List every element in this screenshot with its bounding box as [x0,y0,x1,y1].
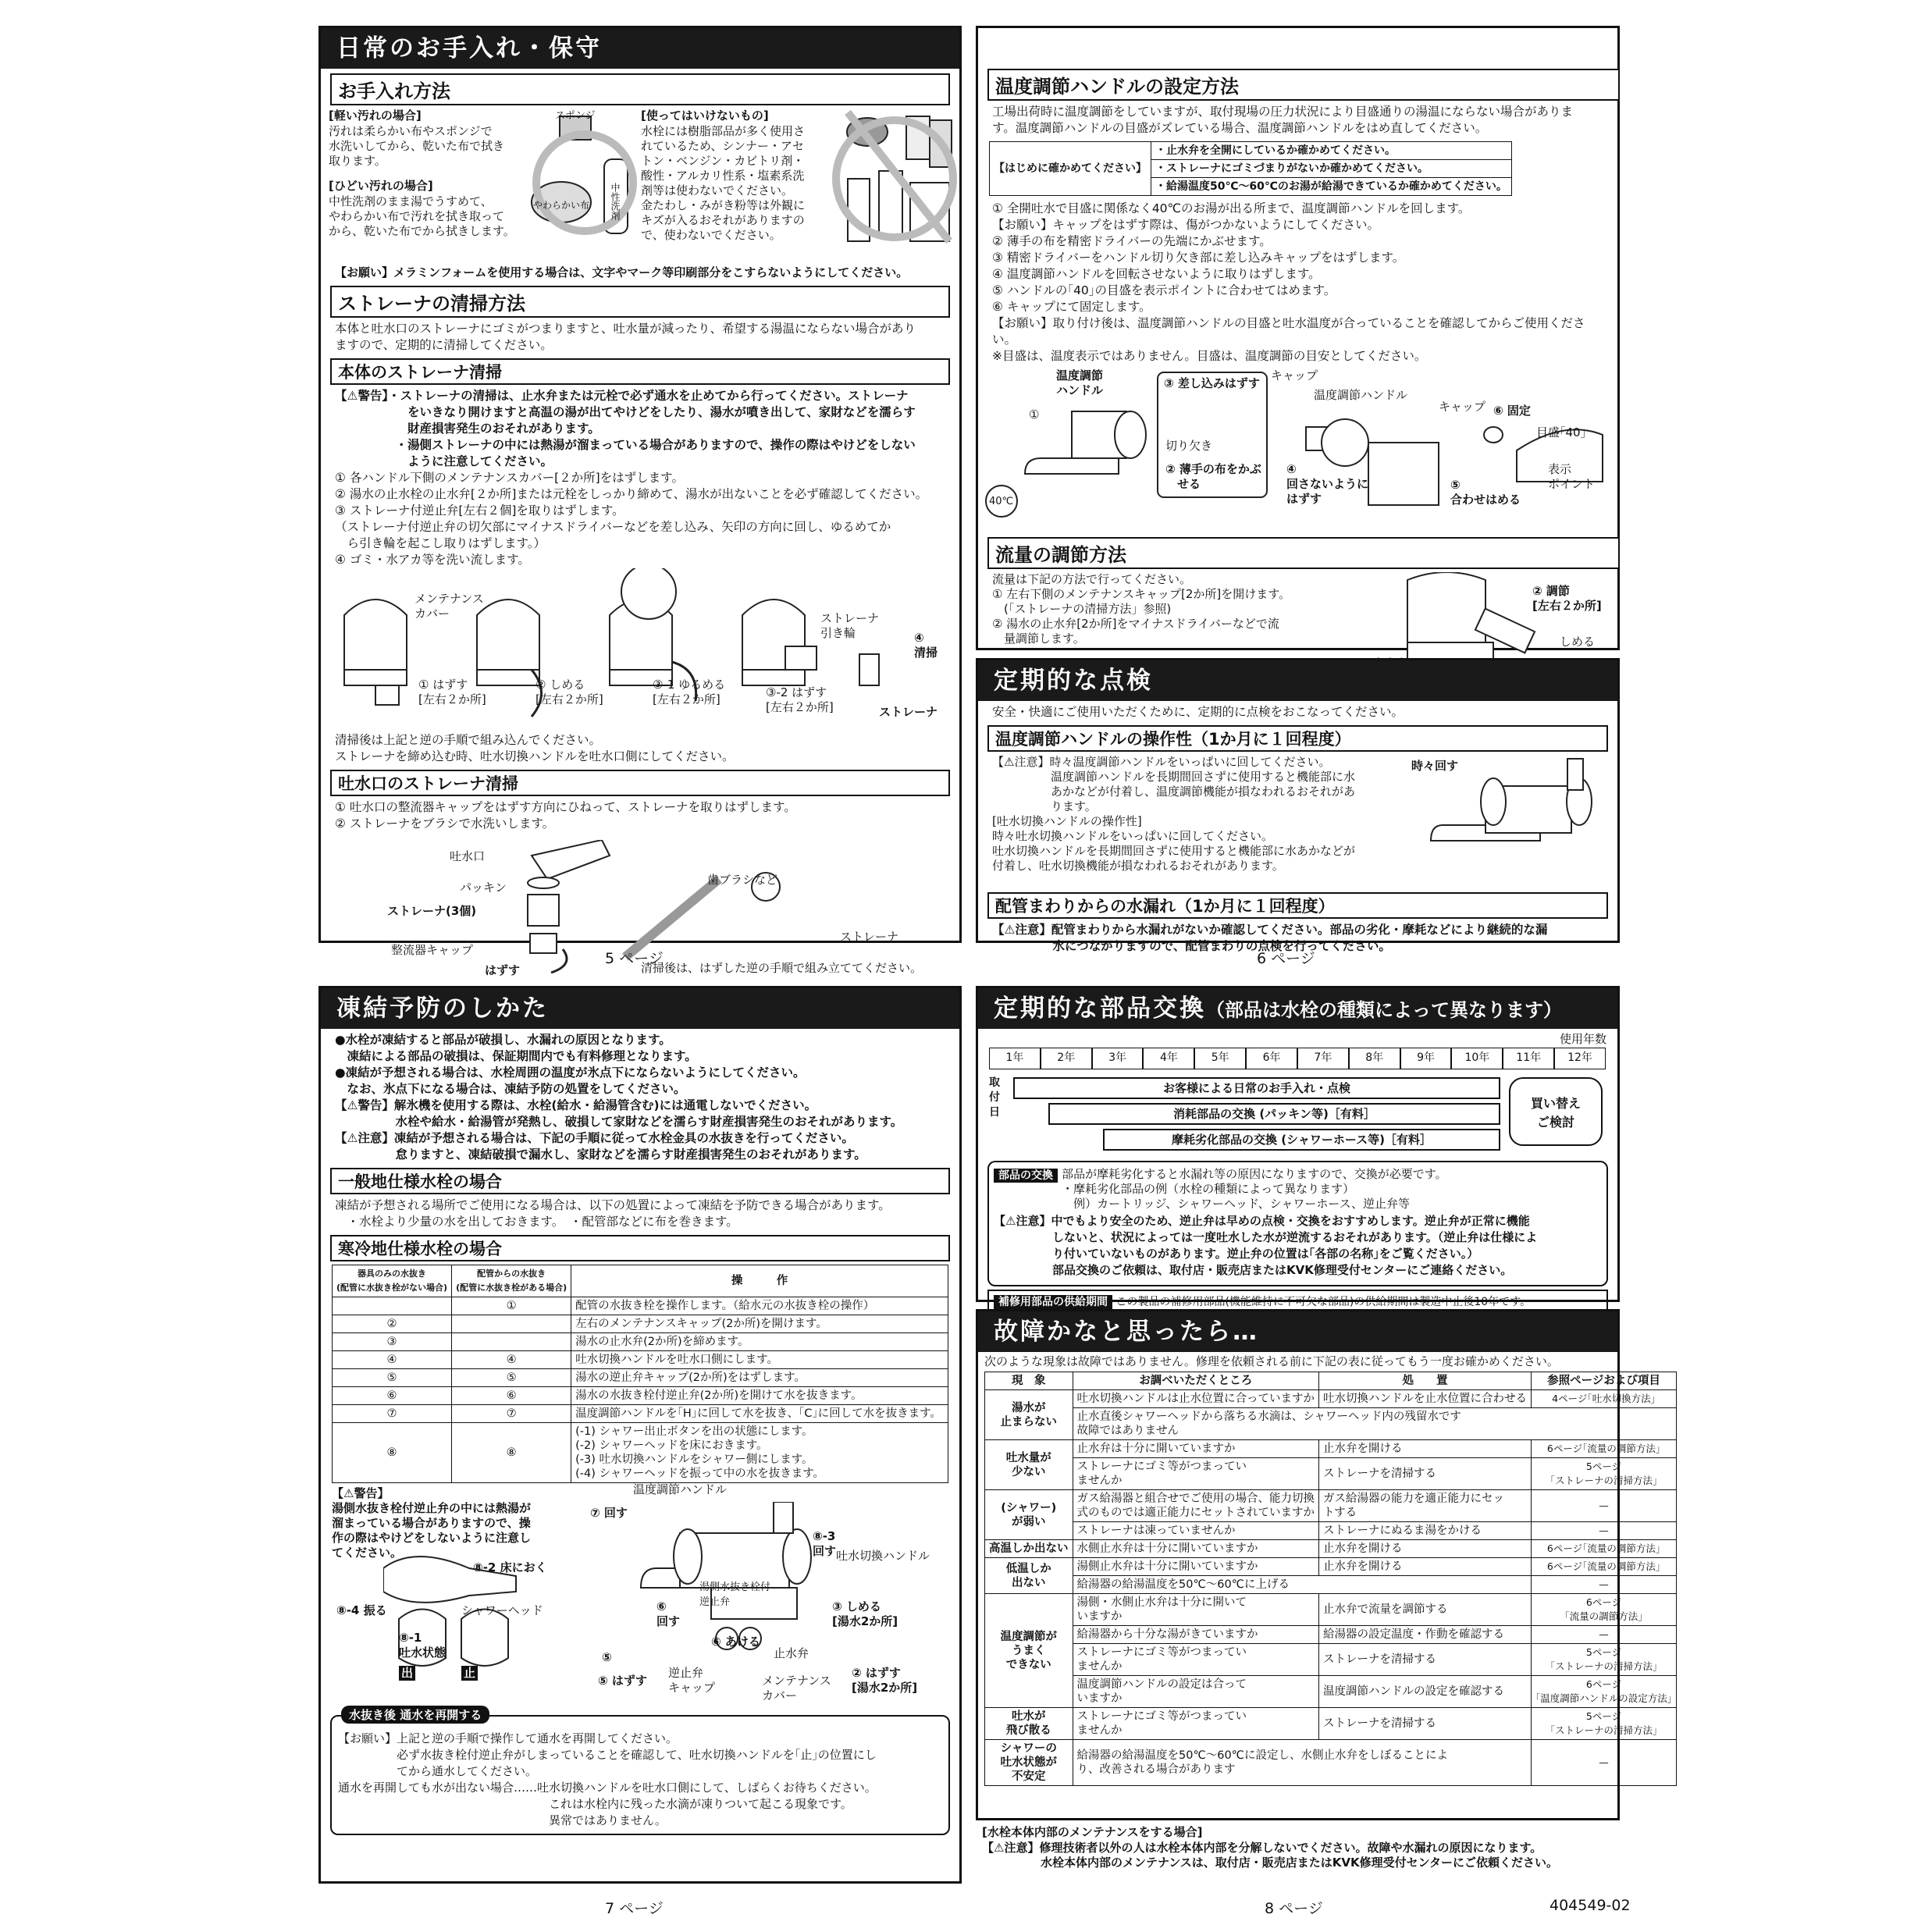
drain-row [333,1351,948,1369]
precheck-label: 【はじめに確かめてください】 [990,142,1151,196]
sponge-illustration [530,109,639,245]
inspection-2-text: 【⚠注意】配管まわりから水漏れがないか確認してください。部品の劣化・摩耗などにより継続的な漏 水につながりますので、配管まわりの点検を行ってください。 [992,923,1548,953]
parts-text: 部品が摩耗劣化すると水漏れ等の原因になりますので、交換が必要です。 ・摩耗劣化部品の例（水栓の種類によって異なります） 例）カートリッジ、シャワーヘッド、シャワーホース、逆止弁等 [1062,1167,1447,1211]
drain-operation-cell: 吐水切換ハンドルを吐水口側にします。 [571,1351,948,1369]
hot-check-valve-label: 湯側水抜き栓付 逆止弁 [699,1582,771,1608]
cap-label: キャップ [1271,368,1318,382]
symptom-cell: 湯水が 止まらない [985,1390,1073,1440]
melamine-note: 【お願い】メラミンフォームを使用する場合は、文字やマーク等印刷部分をこすらないようにしてください。 [335,265,909,279]
freeze-prevention-title: 凍結予防のしかた [321,988,959,1029]
page-8-trouble-panel [976,1309,1673,1820]
trouble-row [985,1644,1677,1676]
parts-replacement-title-text: 定期的な部品交換 [994,994,1206,1023]
general-area-text: 凍結が予想される場所でご使用になる場合は、以下の処置によって凍結を予防できる場合があります。 ・水栓より少量の水を出しておきます。 ・配管部などに布を巻きます。 [335,1198,891,1229]
year-cell: 7年 [1297,1048,1349,1069]
toothbrush-label: 歯ブラシなど [707,873,778,887]
reference-cell: — [1532,1626,1677,1644]
trouble-row [985,1558,1677,1576]
strainer-intro: 本体と吐水口のストレーナにゴミがつまりますと、吐水量が減ったり、希望する湯温にならない場合があり ますので、定期的に清掃してください。 [335,322,916,352]
reference-cell: 6ページ｢流量の調節方法｣ [1532,1558,1677,1576]
adjust-label: ② 調節 [左右２か所] [1532,584,1602,613]
flow-cap-label: 整流器キャップ [391,943,474,957]
temp-handle-steps: ① 全開吐水で目盛に関係なく40℃のお湯が出る所まで、温度調節ハンドルを回します。 【お願い】キャップをはずす際は、傷がつかないようにしてください。 ② 薄手の布を精密ドライバーの先端にかぶせます。 ③ 精密ドライバーをハンドル切り欠き部に差し込みキャップをはずします。 ④ 温度調節ハンドルを回転させないように取りはずします。 ⑤ ハンドルの｢40｣の目盛を表示ポイントに合わせてはめます。 ⑥ キャップにて固定します。 【お願い】取り付け後は、温度調節ハンドルの目盛と吐水温度が合っていることを確認してからご使用ください。 ※目盛は、温度表示ではありません。目盛は、温度調節の目安としてください。 [992,201,1585,363]
spout-reassemble-note: 清掃後は、はずした逆の手順で組み立ててください。 [641,961,923,975]
step8-4-shake-label: ⑧-4 振る [336,1603,387,1617]
step3-remove-label: ③-2 はずす [左右２か所] [766,685,834,714]
symptom-cell: 吐水が 飛び散る [985,1708,1073,1740]
trouble-row [985,1676,1677,1708]
page-7-panel [318,986,962,1884]
col-from-pipe: 配管からの水抜き (配管に水抜き栓がある場合) [452,1265,571,1297]
temp-handle-label-2: 温度調節ハンドル [1314,388,1408,402]
step7-rotate-label: ⑦ 回す [590,1506,628,1520]
check-cell: ストレーナは凍っていませんか [1073,1522,1319,1540]
drain-step-cell: ④ [452,1351,571,1369]
trouble-row [985,1576,1677,1594]
year-cell: 11年 [1503,1048,1554,1069]
step1-remove-label: ① はずす [左右２か所] [418,678,486,706]
action-cell: ストレーナを清掃する [1319,1708,1532,1740]
action-cell: 止水弁を開ける [1319,1440,1532,1458]
temp-handle-figures [978,365,1617,532]
40c-label: 40℃ [989,496,1014,507]
reference-cell: 6ページ ｢流量の調節方法｣ [1532,1594,1677,1626]
drain-row [333,1369,948,1387]
col-fixture-only: 器具のみの水抜き (配管に水抜き栓がない場合) [333,1265,452,1297]
drain-step-cell [333,1297,452,1315]
maintenance-cover-label: メンテナンス カバー [415,592,484,621]
consider-replacement-box: 買い替え ご検討 [1509,1077,1603,1146]
strainer-cleaning-heading: ストレーナの清掃方法 [330,286,950,318]
check-cell: 温度調節ハンドルの設定は合って いますか [1073,1676,1319,1708]
action-cell: ストレーナにぬるま湯をかける [1319,1522,1532,1540]
check-cell: 給湯器の給湯温度を50℃～60℃に設定し、水側止水弁をしぼることによ り、改善される場合があります [1073,1740,1532,1786]
stop-valve-fig-label: 止水弁 [774,1646,809,1660]
restart-box [330,1708,950,1835]
drain-step-cell: ④ [333,1351,452,1369]
drain-step-cell: ⑦ [452,1405,571,1423]
drain-step-cell: ⑤ [452,1369,571,1387]
spout-strainer-heading: 吐水口のストレーナ清掃 [330,770,950,796]
trouble-row [985,1540,1677,1558]
symptom-cell: 低温しか 出ない [985,1558,1073,1594]
col-operation: 操 作 [571,1265,948,1297]
cold-area-heading: 寒冷地仕様水栓の場合 [330,1235,950,1261]
notch-label: 切り欠き [1165,439,1213,453]
body-strainer-steps: ① 各ハンドル下側のメンテナンスカバー[２か所]をはずします。 ② 湯水の止水栓の止水弁[２か所]または元栓をしっかり締めて、湯水が出ないことを必ず確認してください。 ③ ストレーナ付逆止弁[左右２個]を取りはずします。 （ストレーナ付逆止弁の切欠部にマイナスドライバーなどを差し込み、矢印の方向に回し、ゆるめてか ら引き輪を起こし取りはずします。） ④ ゴミ・水アカ等を洗い流します。 [335,471,928,567]
step2-tighten-label: ② しめる [左右２か所] [535,678,603,706]
trouble-row [985,1390,1677,1408]
shower-head-label: シャワーヘッド [461,1603,543,1617]
page-8-parts-panel [976,986,1620,1308]
maintenance-cover-fig-label: メンテナンス カバー [762,1674,831,1703]
spout-switch-handle-label: 吐水切換ハンドル [836,1549,930,1563]
drain-row [333,1405,948,1423]
heavy-dirt-heading: [ひどい汚れの場合] [329,179,433,193]
remove-label: はずす [485,963,521,977]
reference-cell: — [1532,1490,1677,1522]
precheck-3: ・給湯温度50℃～60℃のお湯が給湯できているか確かめてください。 [1151,178,1512,196]
supply-period-text: この製品の補修用部品(機能維持に不可欠な部品)の供給期間は製造中止後10年です。 [1115,1296,1532,1308]
action-cell: 止水弁を開ける [1319,1558,1532,1576]
year-cell: 9年 [1400,1048,1452,1069]
step8-1-label: ⑧-1 吐水状態 [399,1631,447,1660]
step2-cloth-label: ② 薄手の布をかぶ せる [1165,462,1261,491]
step3-loosen-label: ③-1 ゆるめる [左右２か所] [653,678,726,706]
years-used-label: 使用年数 [1559,1032,1606,1046]
replacement-timeline [978,1029,1617,1158]
reference-cell: 6ページ｢流量の調節方法｣ [1532,1540,1677,1558]
drain-procedure-table [332,1265,948,1483]
timeline-consumable: 消耗部品の交換 (パッキン等)［有料］ [1048,1103,1500,1125]
drain-operation-cell: 左右のメンテナンスキャップ(2か所)を開けます。 [571,1315,948,1333]
drain-row [333,1423,948,1483]
th-action: 処 置 [1319,1372,1532,1390]
drain-row [333,1297,948,1315]
precheck-2: ・ストレーナにゴミづまりがないか確かめてください。 [1151,160,1512,178]
drain-step-cell: ⑥ [452,1387,571,1405]
body-strainer-figures [321,568,959,732]
prohibited-items-illustration [832,109,957,249]
drain-step-cell: ② [333,1315,452,1333]
reference-cell: 6ページ｢流量の調節方法｣ [1532,1440,1677,1458]
step4-clean-label: ④ 清掃 [914,631,938,660]
step5-remove-label: ⑤ はずす [598,1674,647,1688]
parts-replacement-title [978,988,1617,1029]
check-cell: ストレーナにゴミ等がつまってい ませんか [1073,1644,1319,1676]
step4-label: ④ 回さないように はずす [1286,462,1369,506]
sponge-label: スポンジ [555,110,596,122]
step6-fix-label: ⑥ 固定 [1493,404,1531,418]
drain-operation-cell: 湯水の止水弁(2か所)を締めます。 [571,1333,948,1351]
troubleshooting-table [984,1372,1677,1786]
year-cell: 3年 [1092,1048,1144,1069]
timeline-daily-care: お客様による日常のお手入れ・点検 [1013,1077,1500,1099]
drain-operation-cell: 湯水の水抜き栓付逆止弁(2か所)を開けて水を抜きます。 [571,1387,948,1405]
troubleshooting-title: 故障かなと思ったら… [978,1311,1617,1352]
step5-marker: ⑤ [602,1650,612,1664]
troubleshooting-intro: 次のような現象は故障ではありません。修理を依頼される前に下記の表に従ってもう一度お確かめください。 [984,1354,1559,1368]
action-cell: ガス給湯器の能力を適正能力にセッ トする [1319,1490,1532,1522]
care-method-heading: お手入れ方法 [330,73,950,105]
inspection-2-heading: 配管まわりからの水漏れ（1か月に１回程度） [987,892,1608,919]
drain-row [333,1315,948,1333]
spout-strainer-steps: ① 吐水口の整流器キャップをはずす方向にひねって、ストレーナを取りはずします。 ② ストレーナをブラシで水洗いします。 [335,800,796,831]
trouble-row [985,1458,1677,1490]
inner-maintenance-caution: 【⚠注意】修理技術者以外の人は水栓本体内部を分解しないでください。故障や水漏れの原因になります。 水栓本体内部のメンテナンスは、取付店・販売店またはKVK修理受付センターにご依頼ください。 [982,1841,1559,1870]
reference-cell: 5ページ ｢ストレーナの清掃方法｣ [1532,1644,1677,1676]
check-cell: 給湯器から十分な湯がきていますか [1073,1626,1319,1644]
trouble-row [985,1594,1677,1626]
drain-step-cell: ⑧ [452,1423,571,1483]
prohibited-heading: [使ってはいけないもの] [641,109,769,123]
page-5-number: 5 ページ [605,950,664,967]
action-cell: 給湯器の設定温度・作動を確認する [1319,1626,1532,1644]
step8-2-floor-label: ⑧-2 床におく [473,1560,547,1574]
inspection-1-heading: 温度調節ハンドルの操作性（1か月に１回程度） [987,725,1608,752]
page-6-top-panel [976,26,1620,650]
precheck-table [989,141,1512,196]
check-cell: 給湯器の給湯温度を50℃～60℃に上げる [1073,1576,1532,1594]
step3-close-label: ③ しめる [湯水2か所] [832,1599,898,1628]
step6-rotate-label: ⑥ 回す [656,1599,681,1628]
parts-box [987,1161,1608,1286]
symptom-cell: 吐水量が 少ない [985,1440,1073,1490]
check-cell: 吐水切換ハンドルは止水位置に合っていますか [1073,1390,1319,1408]
check-cell: 止水弁は十分に開いていますか [1073,1440,1319,1458]
check-cell: 止水直後シャワーヘッドから落ちる水滴は、シャワーヘッド内の残留水です 故障ではありません [1073,1408,1677,1440]
action-cell: 温度調節ハンドルの設定を確認する [1319,1676,1532,1708]
year-cell: 1年 [989,1048,1041,1069]
drain-figures [321,1482,959,1709]
reference-cell: 4ページ｢吐水切換方法｣ [1532,1390,1677,1408]
symptom-cell: 温度調節が うまく できない [985,1594,1073,1708]
action-cell: ストレーナを清掃する [1319,1458,1532,1490]
strainer-brush-label: ストレーナ [840,930,899,944]
drain-row [333,1387,948,1405]
trouble-row [985,1740,1677,1786]
symptom-cell: 高温しか出ない [985,1540,1073,1558]
check-cell: 水側止水弁は十分に開いていますか [1073,1540,1319,1558]
year-cell: 12年 [1554,1048,1606,1069]
packing-label: パッキン [460,881,507,895]
reference-cell: 6ページ ｢温度調節ハンドルの設定方法｣ [1532,1676,1677,1708]
inspection-intro: 安全・快適にご使用いただくために、定期的に点検をおこなってください。 [992,705,1404,719]
step5-label: ⑤ 合わせはめる [1450,478,1521,507]
temp-handle-intro: 工場出荷時に温度調節をしていますが、取付現場の圧力状況により目盛通りの湯温にならない場合がありま す。温度調節ハンドルの目盛がズレている場合、温度調節ハンドルをはめ直してください。 [992,105,1574,135]
step2-remove-label: ② はずす [湯水2か所] [852,1666,918,1695]
drain-step-cell [452,1315,571,1333]
inspection-title: 定期的な点検 [978,660,1617,701]
year-cell: 6年 [1246,1048,1297,1069]
drain-operation-cell: 配管の水抜き栓を操作します。（給水元の水抜き栓の操作） [571,1297,948,1315]
stop-label: 止 [461,1666,478,1681]
cap-label-2: キャップ [1439,400,1486,414]
page-6-number: 6 ページ [1257,950,1315,967]
symptom-cell: シャワーの 吐水状態が 不安定 [985,1740,1073,1786]
drain-warning: 【⚠警告】 湯側水抜き栓付逆止弁の中には熱湯が 溜まっている場合がありますので、操 作の際はやけどをしないように注意し てください。 [332,1486,532,1560]
check-cell: 湯側・水側止水弁は十分に開いて いますか [1073,1594,1319,1626]
indicator-point-label: 表示 ポイント [1548,462,1596,491]
year-cell: 5年 [1194,1048,1246,1069]
strainer-ring-label: ストレーナ 引き輪 [820,611,880,640]
inspection-1-block [978,755,1617,888]
action-cell: 止水弁を開ける [1319,1540,1532,1558]
drain-operation-cell: (-1) シャワー出止ボタンを出の状態にします。 (-2) シャワーヘッドを床におきます。 (-3) 吐水切換ハンドルをシャワー側にします。 (-4) シャワーヘッドを振って中の水を抜きます。 [571,1423,948,1483]
temp-handle-label: 温度調節 ハンドル [1056,368,1104,397]
light-dirt-text: 汚れは柔らかい布やスポンジで 水洗いしてから、乾いた布で拭き 取ります。 [329,124,505,168]
step1-marker: ① [1029,407,1040,422]
check-cell: ストレーナにゴミ等がつまってい ませんか [1073,1708,1319,1740]
parts-replacement-title-note: （部品は水栓の種類によって異なります） [1206,999,1562,1021]
strainer-3pcs-label: ストレーナ(3個) [387,904,477,918]
drain-operation-cell: 温度調節ハンドルを｢H｣に回して水を抜き、｢C｣に回して水を抜きます。 [571,1405,948,1423]
trouble-row [985,1408,1677,1440]
action-cell: ストレーナを清掃する [1319,1644,1532,1676]
year-cell: 8年 [1349,1048,1400,1069]
restart-heading: 水抜き後 通水を再開する [341,1706,489,1724]
th-check: お調べいただくところ [1073,1372,1319,1390]
trouble-row [985,1708,1677,1740]
drain-step-cell: ① [452,1297,571,1315]
year-cell: 2年 [1041,1048,1092,1069]
scale-40-label: 目盛｢40｣ [1536,425,1587,439]
drain-step-cell: ⑧ [333,1423,452,1483]
action-cell: 止水弁で流量を調節する [1319,1594,1532,1626]
trouble-row [985,1626,1677,1644]
page-7-number: 7 ページ [605,1900,664,1917]
daily-care-title: 日常のお手入れ・保守 [321,28,959,69]
year-cell: 10年 [1451,1048,1503,1069]
inner-maintenance-heading: [水栓本体内部のメンテナンスをする場合] [982,1825,1203,1839]
drain-step-cell [452,1333,571,1351]
page-6-bottom-panel [976,658,1620,953]
trouble-row [985,1522,1677,1540]
drain-step-cell: ⑤ [333,1369,452,1387]
temp-handle-heading: 温度調節ハンドルの設定方法 [987,69,1620,101]
precheck-1: ・止水弁を全開にしているか確かめてください。 [1151,142,1512,160]
spout-label: 吐水口 [450,849,486,863]
tighten-label: しめる [1560,635,1596,649]
heavy-dirt-text: 中性洗剤のまま湯でうすめて、 やわらかい布で汚れを拭き取って から、乾いた布でから拭きします。 [329,194,515,238]
year-scale [989,1048,1606,1069]
parts-tag: 部品の交換 [994,1169,1058,1183]
reassemble-note: 清掃後は上記と逆の手順で組み込んでください。 ストレーナを締め込む時、吐水切換ハンドルを吐水口側にしてください。 [335,733,735,763]
spout-parts-illustration [508,840,945,977]
step8-3-rotate-label: ⑧-3 回す [813,1529,837,1558]
rotate-sometimes-label: 時々回す [1411,759,1459,773]
check-cell: 湯側止水弁は十分に開いていますか [1073,1558,1319,1576]
year-cell: 4年 [1143,1048,1194,1069]
step6-open-label: ⑥ あける [711,1635,760,1649]
flow-text: 流量は下記の方法で行ってください。 ① 左右下側のメンテナンスキャップ[2か所]を開けます。 (「ストレーナの清掃方法」参照) ② 湯水の止水弁[2か所]をマイナスドライバーなどで流 量調節します。 [992,572,1291,646]
page-8-number: 8 ページ [1265,1900,1323,1917]
th-symptom: 現 象 [985,1372,1073,1390]
parts-caution: 【⚠注意】中でもより安全のため、逆止弁は早めの点検・交換をおすすめします。逆止弁が正常に機能 しないと、状況によっては一度吐水した水が逆流するおそれがあります。（逆止弁は仕様によ り付いていないものがあります。逆止弁の位置は｢各部の名称｣をご覧ください。） 部品交換のご依頼は、取付店・販売店またはKVK修理受付センターにご連絡ください。 [994,1214,1538,1277]
general-area-heading: 一般地仕様水栓の場合 [330,1168,950,1194]
body-strainer-warning: 【⚠警告】・ストレーナの清掃は、止水弁または元栓で必ず通水を止めてから行ってください。ストレーナ をいきなり開けますと高温の湯が出てやけどをしたり、湯水が噴き出して、家財などを濡らす 財産損害発生のおそれがあります。 ・湯側ストレーナの中には熱湯が溜まっている場合がありますので、操作の際はやけどをしない ように注意してください。 [335,389,916,468]
temp-handle-fig-label: 温度調節ハンドル [633,1482,728,1496]
drain-step-cell: ⑦ [333,1405,452,1423]
th-reference: 参照ページおよび項目 [1532,1372,1677,1390]
reference-cell: — [1532,1522,1677,1540]
reference-cell: — [1532,1576,1677,1594]
timeline-wear-parts: 摩耗劣化部品の交換 (シャワーホース等)［有料］ [1103,1129,1500,1151]
detergent-label: 中性洗剤 [610,183,621,220]
rotate-handles-illustration [1423,755,1610,884]
reference-cell: — [1532,1740,1677,1786]
supply-period-tag: 補修用部品の供給期間 [994,1295,1112,1309]
flow-heading: 流量の調節方法 [987,537,1620,569]
document-code: 404549-02 [1550,1897,1631,1914]
restart-text: 【お願い】上記と逆の手順で操作して通水を再開してください。 必ず水抜き栓付逆止弁がしまっていることを確認して、吐水切換ハンドルを｢止｣の位置にし てから通水してください。 通水を再開しても水が出ない場合……吐水切換ハンドルを吐水口側にして、しばらくお待ちください。 これは水栓内に残った水滴が凍りついて起こる現象です。 異常ではありません。 [338,1731,877,1827]
action-cell: 吐水切換ハンドルを止水位置に合わせる [1319,1390,1532,1408]
check-cell: ストレーナにゴミ等がつまってい ませんか [1073,1458,1319,1490]
light-dirt-heading: [軽い汚れの場合] [329,109,422,123]
reference-cell: 5ページ ｢ストレーナの清掃方法｣ [1532,1458,1677,1490]
drain-step-cell: ③ [333,1333,452,1351]
check-valve-cap-label: 逆止弁 キャップ [668,1666,716,1695]
step3-insert-label: ③ 差し込みはずす [1164,376,1260,390]
trouble-row [985,1440,1677,1458]
symptom-cell: (シャワー) が弱い [985,1490,1073,1540]
drain-operation-cell: 湯水の逆止弁キャップ(2か所)をはずします。 [571,1369,948,1387]
drain-step-cell: ⑥ [333,1387,452,1405]
strainer-label: ストレーナ [879,705,938,719]
inspection-1-text: 【⚠注意】時々温度調節ハンドルをいっぱいに回してください。 温度調節ハンドルを長期間回さずに使用すると機能部に水 あかなどが付着し、温度調節機能が損なわれるおそれがあ ります。 [吐水切換ハンドルの操作性] 時々吐水切換ハンドルをいっぱいに回してください。 吐水切換ハンドルを長期間回さずに使用すると機能部に水あかなどが 付着し、吐水切換機能が損なわれるおそれがあります。 [992,755,1356,873]
reference-cell: 5ページ ｢ストレーナの清掃方法｣ [1532,1708,1677,1740]
trouble-row [985,1490,1677,1522]
freeze-intro: ●水栓が凍結すると部品が破損し、水漏れの原因となります。 凍結による部品の破損は、保証期間内でも有料修理となります。 ●凍結が予想される場合は、水栓周囲の温度が氷点下にならないようにしてください。 なお、氷点下になる場合は、凍結予防の処置をしてください。 【⚠警告】解氷機を使用する際は、水栓(給水・給湯管含む)には通電しないでください。 水栓や給水・給湯管が発熱し、破損して家財などを濡らす財産損害発生のおそれがあります。 【⚠注意】凍結が予想される場合は、下記の手順に従って水栓金具の水抜きを行ってください。 怠りますと、凍結破損で漏水し、家財などを濡らす財産損害発生のおそれがあります。 [335,1033,903,1162]
install-date-label: 取 付 日 [989,1076,1000,1119]
check-cell: ガス給湯器と組合せでご使用の場合、能力切換 式のものでは適正能力にセットされていますか [1073,1490,1319,1522]
body-strainer-heading: 本体のストレーナ清掃 [330,358,950,385]
out-label: 出 [399,1666,415,1681]
cloth-label: やわらかい布 [533,200,590,211]
prohibited-text: 水栓には樹脂部品が多く使用さ れているため、シンナー・アセ トン・ベンジン・カビトリ剤・ 酸性・アルカリ性系・塩素系洗 剤等は使わないでください。 金たわし・みがき粉等は外観に キズが入るおそれがありますの で、使わないでください。 [641,124,806,242]
drain-row [333,1333,948,1351]
care-block [321,109,959,265]
